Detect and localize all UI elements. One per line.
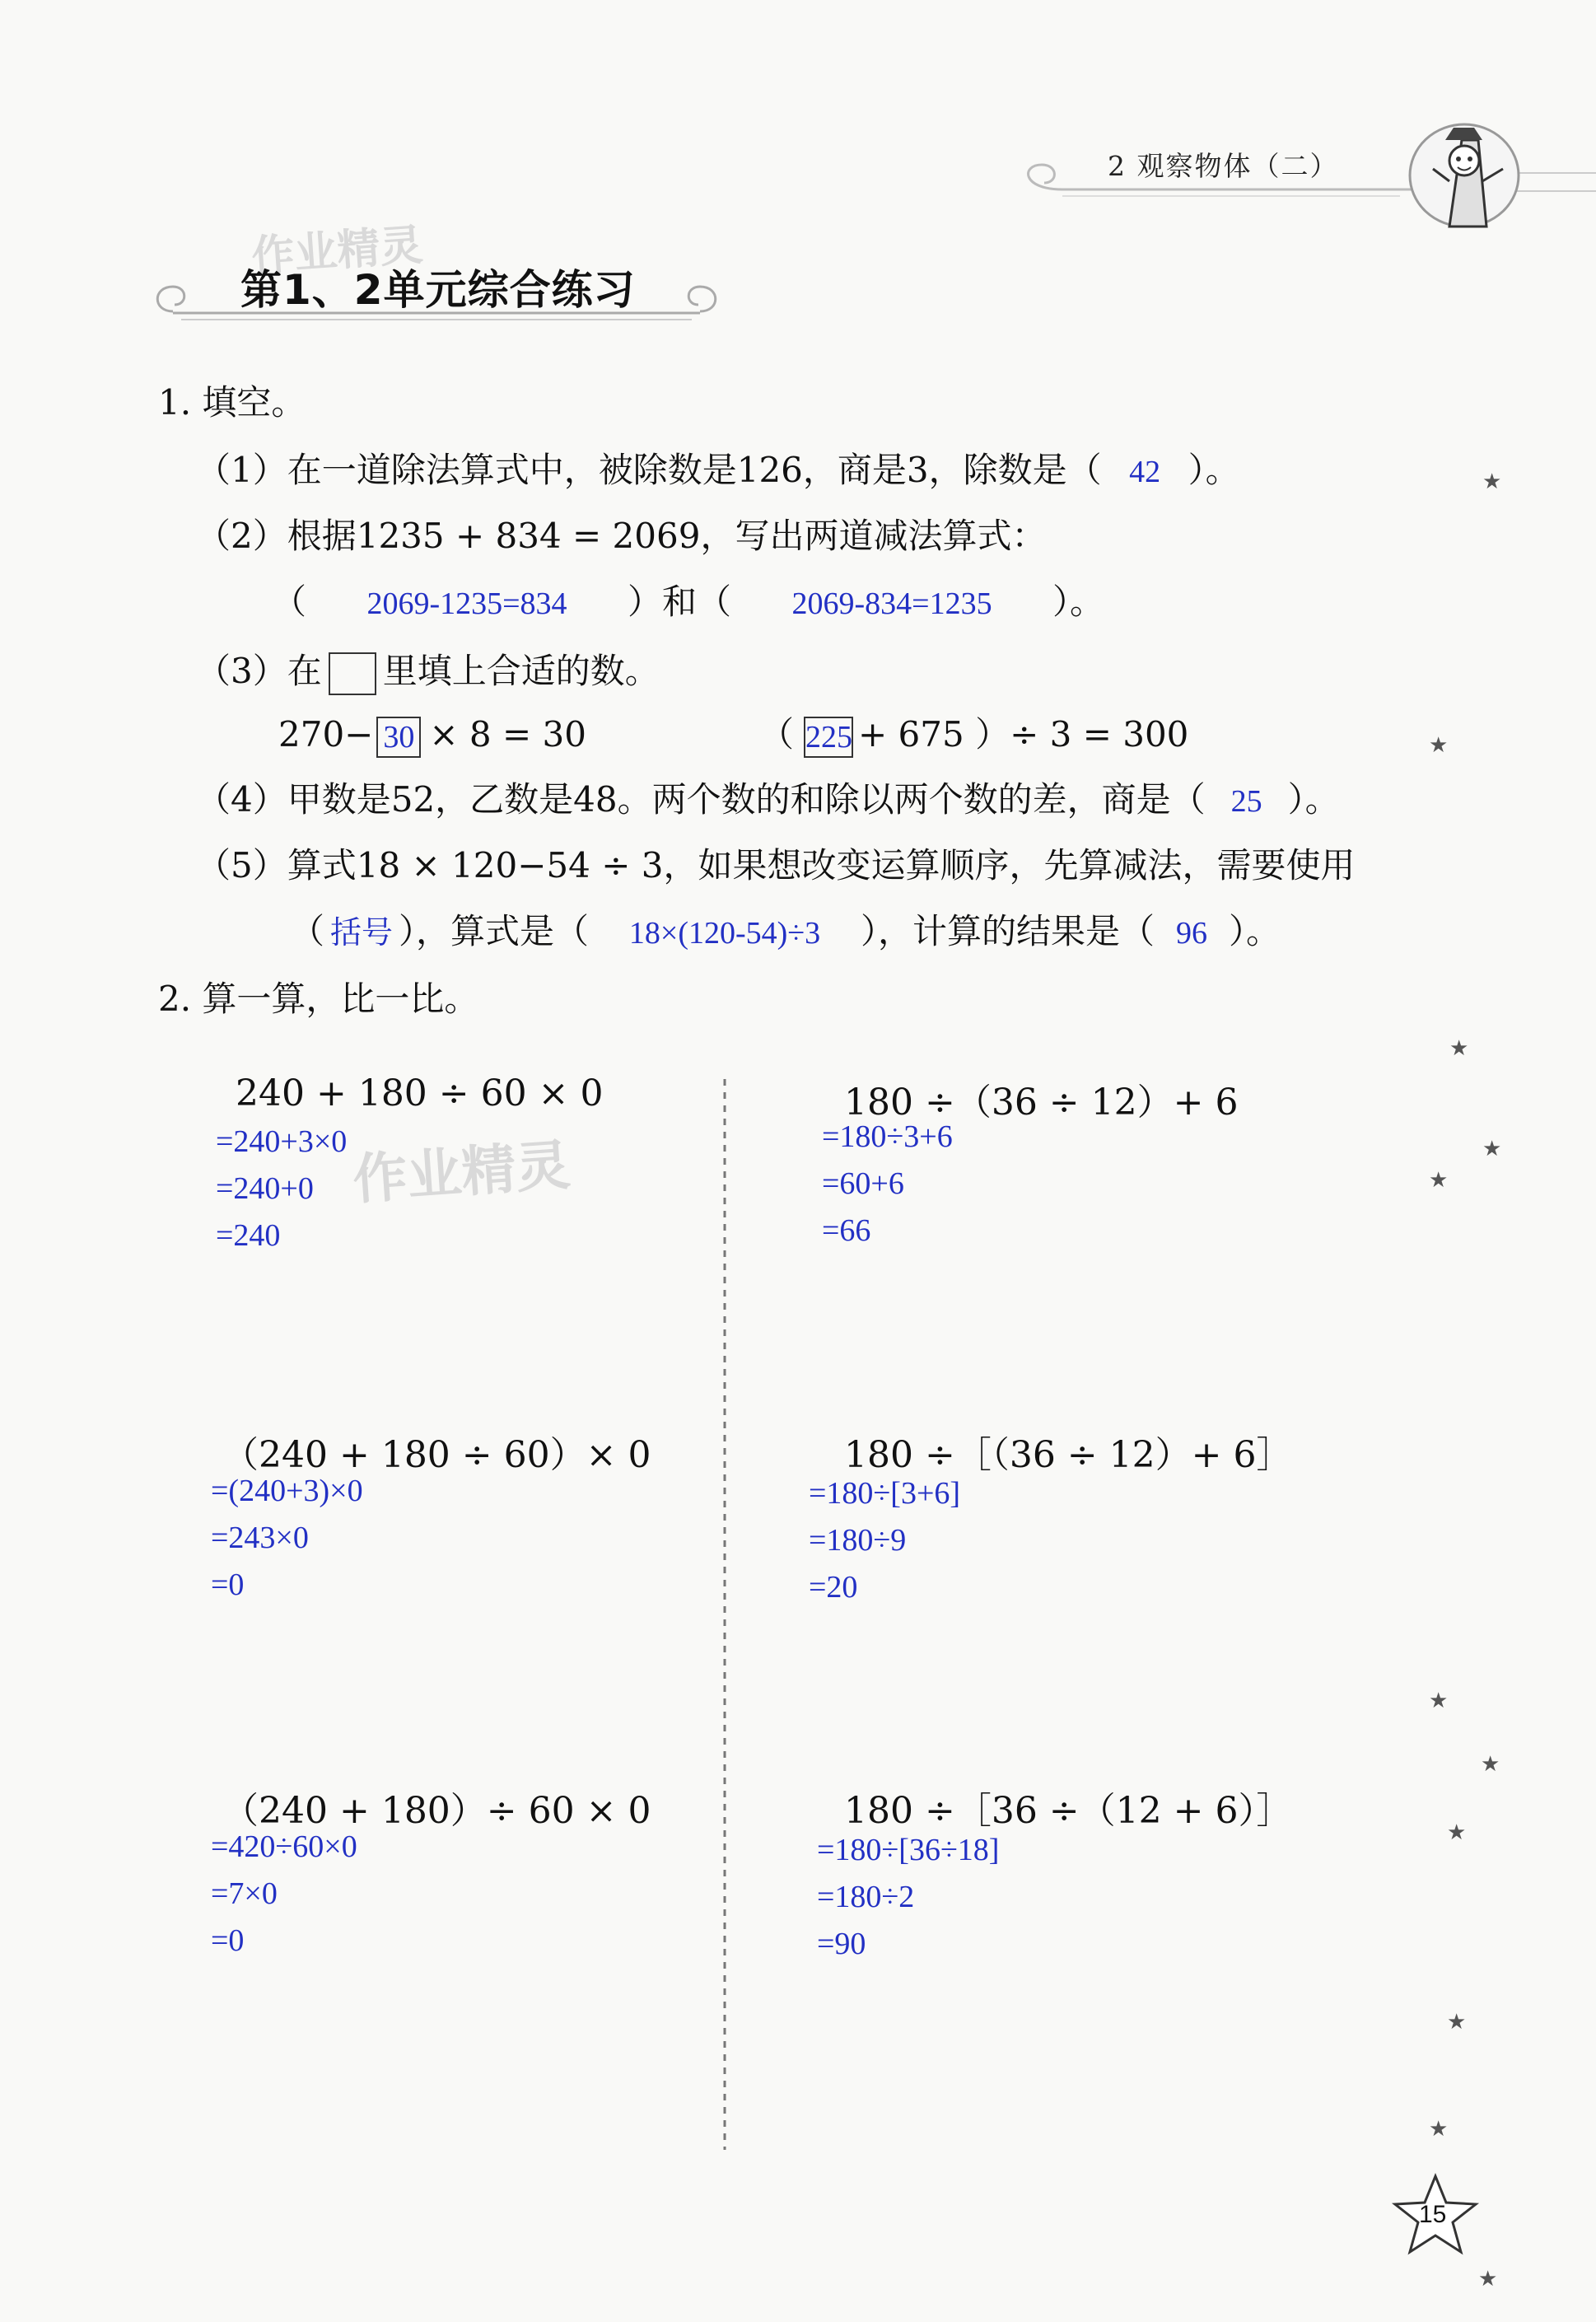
step: =0	[211, 1923, 245, 1958]
problem-1	[236, 1072, 603, 1114]
step: =20	[809, 1570, 858, 1605]
step: =90	[817, 1927, 866, 1961]
page-number: 15	[1419, 2201, 1447, 2228]
q1-heading: 1. 填空。	[158, 382, 306, 423]
star-icon: ★	[1429, 1168, 1449, 1193]
q1-p5-mid2: ），计算的结果是（	[861, 911, 1155, 951]
step: =60+6	[822, 1166, 904, 1201]
star-icon: ★	[1429, 1689, 1449, 1713]
q1-part5-line2	[290, 911, 1281, 951]
star-icon: ★	[1481, 1752, 1500, 1777]
q1-p3-eq2	[759, 714, 1189, 758]
q1-part1	[196, 450, 1240, 490]
problem-6-expression: 180 ÷［36 ÷（12 + 6）］	[844, 1790, 1293, 1832]
star-icon: ★	[1482, 470, 1502, 494]
q1-p4-answer: 25	[1230, 784, 1262, 819]
q1-p4-text: （4）甲数是52，乙数是48。两个数的和除以两个数的差，商是（	[196, 779, 1206, 820]
q1-part4	[196, 779, 1340, 820]
watermark-top: 作业精灵	[250, 220, 425, 283]
problem-2-steps	[822, 1114, 953, 1254]
step: =180÷3+6	[822, 1119, 953, 1154]
pencil-mascot-icon	[1400, 103, 1524, 235]
q1-p5-answer2: 18×(120-54)÷3	[628, 916, 821, 951]
step: =66	[822, 1213, 871, 1248]
header-ornament	[0, 0, 1596, 272]
step: =180÷[36÷18]	[817, 1833, 1000, 1867]
eq2-pre: （	[759, 714, 795, 755]
eq2-post: + 675 ）÷ 3 = 300	[858, 714, 1189, 755]
problem-4-expression: 180 ÷［（36 ÷ 12）+ 6］	[844, 1434, 1293, 1476]
step: =7×0	[211, 1876, 278, 1911]
problem-5-steps	[211, 1824, 357, 1965]
q1-part3	[196, 652, 660, 695]
problem-4-steps	[809, 1470, 960, 1611]
q1-p1-close: ）。	[1188, 450, 1240, 490]
step: =243×0	[211, 1521, 309, 1555]
q1-p5-mid1: ），算式是（	[399, 911, 590, 951]
q1-p2-open: （	[272, 582, 307, 622]
eq1-post: × 8 = 30	[429, 714, 586, 755]
step: =240+0	[216, 1171, 314, 1206]
q1-p2-close: ）。	[1052, 582, 1105, 622]
q1-p2-mid: ）和（	[628, 582, 732, 622]
blank-box-icon	[329, 652, 376, 695]
star-icon: ★	[1447, 2010, 1467, 2035]
eq1-pre: 270−	[278, 714, 374, 755]
q1-part2-line1: （2）根据1235 + 834 = 2069，写出两道减法算式：	[196, 516, 1047, 556]
q1-p1-text: （1）在一道除法算式中，被除数是126，商是3，除数是（	[196, 450, 1102, 490]
star-icon: ★	[1429, 733, 1449, 758]
watermark-middle: 作业精灵	[351, 1133, 572, 1212]
problem-1-steps	[216, 1119, 347, 1259]
problem-3-expression: （240 + 180 ÷ 60）× 0	[222, 1434, 651, 1476]
problem-3-steps	[211, 1468, 363, 1609]
q1-part5-line1: （5）算式18 × 120−54 ÷ 3，如果想改变运算顺序，先算减法，需要使用	[196, 845, 1356, 885]
step: =240	[216, 1218, 281, 1253]
q1-p2-answer1: 2069-1235=834	[366, 586, 567, 621]
q1-p5-answer3: 96	[1176, 916, 1208, 951]
q1-part2-line2	[272, 582, 1105, 622]
star-icon: ★	[1478, 2267, 1498, 2292]
step: =180÷9	[809, 1523, 907, 1558]
q1-p4-close: ）。	[1287, 779, 1340, 820]
q2-heading: 2. 算一算，比一比。	[158, 979, 479, 1019]
problem-1-expression: 240 + 180 ÷ 60 × 0	[236, 1072, 604, 1114]
problem-5-expression: （240 + 180）÷ 60 × 0	[222, 1790, 651, 1832]
step: =420÷60×0	[211, 1829, 357, 1864]
q1-p3-post: 里填上合适的数。	[382, 651, 660, 691]
step: =0	[211, 1567, 245, 1602]
problem-2-expression: 180 ÷（36 ÷ 12）+ 6	[844, 1082, 1239, 1124]
problem-6	[844, 1781, 1293, 1834]
section-title: 第1、2单元综合练习	[240, 266, 636, 314]
q1-p2-answer2: 2069-834=1235	[791, 586, 992, 621]
step: =(240+3)×0	[211, 1474, 363, 1508]
step: =240+3×0	[216, 1124, 348, 1159]
eq2-box-answer: 225	[804, 717, 853, 758]
star-icon: ★	[1482, 1137, 1502, 1161]
column-divider	[716, 1079, 733, 2150]
problem-6-steps	[817, 1827, 999, 1968]
step: =180÷2	[817, 1880, 915, 1914]
star-icon: ★	[1449, 1036, 1469, 1061]
step: =180÷[3+6]	[809, 1476, 961, 1511]
q1-p1-answer: 42	[1129, 455, 1161, 489]
q1-p3-eq1	[278, 714, 586, 758]
q1-p5-open: （	[290, 911, 325, 951]
q1-p5-answer1: 括号	[330, 916, 394, 951]
q1-p5-close: ）。	[1229, 911, 1281, 951]
star-icon: ★	[1429, 2117, 1449, 2142]
chapter-header: 2 观察物体（二）	[1108, 150, 1339, 182]
q1-p3-pre: （3）在	[196, 651, 322, 691]
eq1-box-answer: 30	[376, 717, 421, 758]
star-icon: ★	[1447, 1820, 1467, 1845]
